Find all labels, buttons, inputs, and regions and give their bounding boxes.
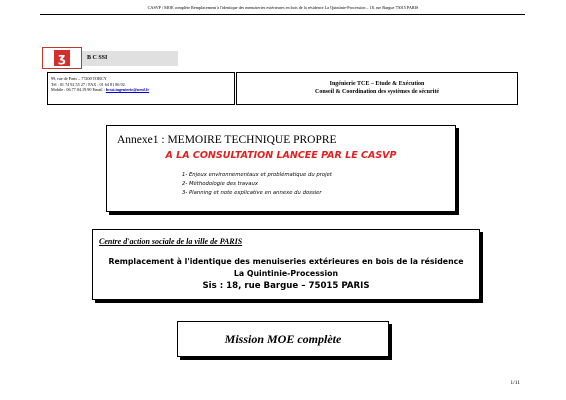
address-line: 99, rue de Paris – 77200 TORCY xyxy=(51,76,107,81)
list-item: 2- Méthodologie des travaux xyxy=(182,181,258,187)
annex-title: Annexe1 : MEMOIRE TECHNIQUE PROPRE xyxy=(117,134,337,146)
client-name: Centre d'action sociale de la ville de PARIS xyxy=(99,237,243,246)
mission-label: Mission MOE complète xyxy=(177,321,389,357)
page-number: 1/11 xyxy=(510,380,520,386)
project-description: Remplacement à l'identique des menuiseries extérieures en bois de la résidence xyxy=(108,257,464,266)
annex-box xyxy=(106,125,456,212)
header-rule xyxy=(40,14,525,15)
logo-mark-icon: ʒ xyxy=(54,50,70,66)
email-link[interactable]: bcssi.ingenierie@neuf.fr xyxy=(105,87,150,93)
annex-subtitle: A LA CONSULTATION LANCEE PAR LE CASVP xyxy=(165,150,397,161)
phone-line: Tél : 01 74 92 55 27 / FAX : 01 64 81 86 92 xyxy=(51,81,125,87)
service-line-2: Conseil & Coordination des systèmes de sécurité xyxy=(315,89,439,95)
project-address: Sis : 18, rue Bargue – 75015 PARIS xyxy=(202,281,370,291)
services-block xyxy=(236,72,518,105)
list-item: 3- Planning et note explicative en annexe du dossier xyxy=(182,190,322,196)
project-box xyxy=(92,229,480,300)
list-item: 1- Enjeux environnementaux et problématique du projet xyxy=(182,172,332,178)
residence-name: La Quintinie-Procession xyxy=(233,269,339,278)
address-block xyxy=(47,72,235,105)
service-line-1: Ingénierie TCE – Etude & Exécution xyxy=(329,81,425,87)
running-header: CASVP / MOE complète Remplacement à l'identique des menuiseries extérieures en bois de la résidence La Quintinie-Procession – 18, rue Bargue 75015 PARIS xyxy=(147,5,419,10)
company-logo xyxy=(42,47,82,69)
company-name: B C SSI xyxy=(82,51,178,66)
contact-line xyxy=(51,87,231,93)
annex-list xyxy=(182,171,332,198)
mobile-text: Mobile : 06.77.04.19.90 Email : xyxy=(51,87,106,93)
